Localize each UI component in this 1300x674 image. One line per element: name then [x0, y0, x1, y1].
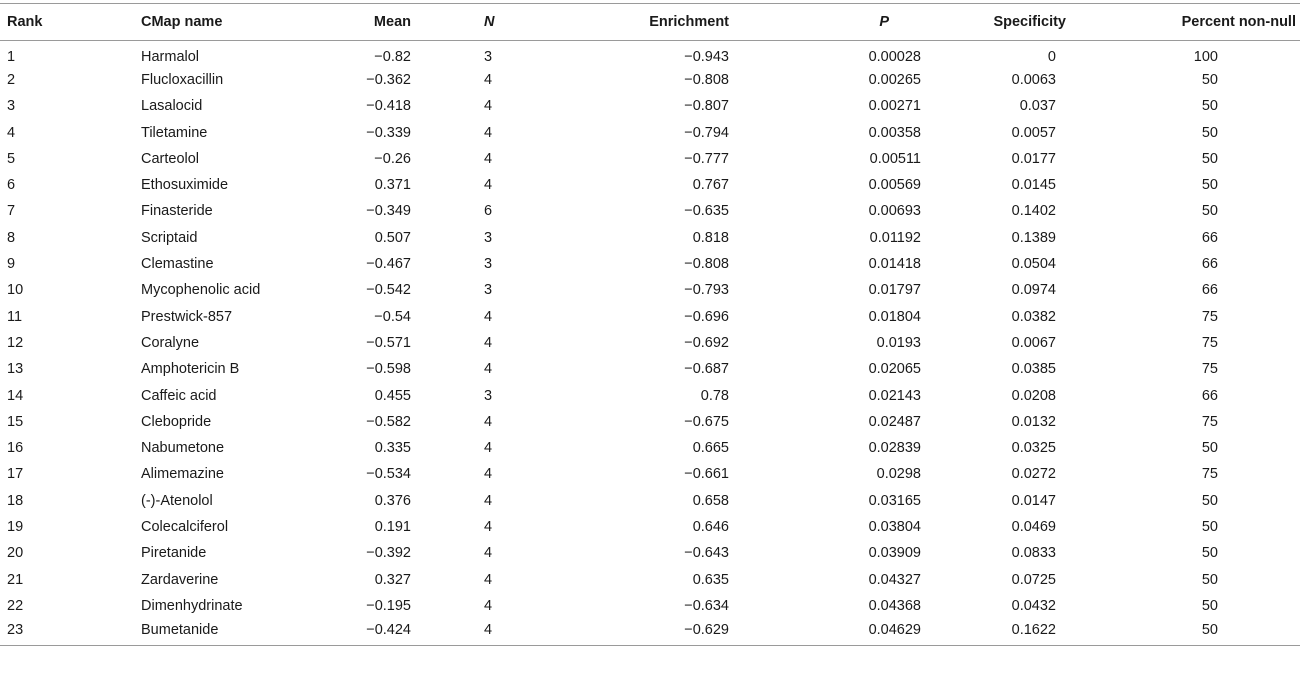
n-cell: 4 — [484, 308, 493, 325]
enrichment-cell: 0.818 — [692, 229, 729, 246]
percent-non-null-cell: 75 — [1201, 466, 1218, 483]
table-header — [0, 4, 1300, 41]
percent-non-null-cell: 50 — [1201, 518, 1218, 535]
mean-cell: 0.455 — [374, 387, 411, 404]
n-cell: 6 — [484, 203, 493, 220]
rank-cell: 18 — [7, 492, 24, 509]
enrichment-cell: 0.767 — [692, 177, 729, 194]
n-cell: 3 — [484, 387, 493, 404]
percent-non-null-cell: 50 — [1201, 124, 1218, 141]
mean-cell: 0.327 — [374, 571, 411, 588]
table-row — [0, 356, 1300, 382]
percent-non-null-cell: 100 — [1193, 48, 1218, 65]
percent-non-null-cell: 66 — [1201, 229, 1218, 246]
enrichment-cell: −0.635 — [684, 203, 729, 220]
mean-cell: −0.542 — [366, 282, 411, 299]
cmap-name-cell: (-)-Atenolol — [141, 492, 213, 509]
specificity-cell: 0.0177 — [1011, 150, 1056, 167]
table-row — [0, 619, 1300, 645]
specificity-cell: 0 — [1047, 48, 1056, 65]
specificity-cell: 0.1622 — [937, 619, 1071, 645]
header-cmap-name: CMap name — [141, 4, 307, 41]
n-cell: 4 — [484, 597, 493, 614]
n-cell: 4 — [484, 150, 493, 167]
table-row — [0, 330, 1300, 356]
specificity-cell: 0.037 — [1019, 98, 1056, 115]
rank-cell: 7 — [7, 203, 16, 220]
cmap-name-cell: Colecalciferol — [141, 518, 229, 535]
table-body — [0, 41, 1300, 646]
percent-non-null-cell: 50 — [1201, 440, 1218, 457]
specificity-cell: 0.1389 — [1011, 229, 1056, 246]
p-cell: 0.01797 — [868, 282, 921, 299]
specificity-cell: 0.0504 — [1011, 256, 1056, 273]
mean-cell: −0.418 — [366, 98, 411, 115]
enrichment-cell: 0.646 — [692, 518, 729, 535]
mean-cell: 0.376 — [374, 492, 411, 509]
cmap-name-cell: Tiletamine — [141, 124, 208, 141]
n-cell: 3 — [484, 229, 493, 246]
enrichment-cell: 0.658 — [692, 492, 729, 509]
specificity-cell: 0.0469 — [1011, 518, 1056, 535]
cmap-name-cell: Harmalol — [141, 48, 200, 65]
rank-cell: 14 — [7, 387, 24, 404]
p-cell: 0.00265 — [868, 71, 921, 88]
rank-cell: 15 — [7, 413, 24, 430]
table-row — [0, 119, 1300, 145]
percent-non-null-cell: 50 — [1071, 619, 1300, 645]
cmap-name-cell: Clebopride — [141, 413, 212, 430]
table-row — [0, 540, 1300, 566]
rank-cell: 19 — [7, 518, 24, 535]
p-cell: 0.02065 — [868, 361, 921, 378]
enrichment-cell: −0.808 — [684, 256, 729, 273]
p-cell: 0.03165 — [868, 492, 921, 509]
percent-non-null-cell: 75 — [1201, 413, 1218, 430]
n-cell: 4 — [484, 71, 493, 88]
mean-cell: 0.507 — [374, 229, 411, 246]
table-row — [0, 251, 1300, 277]
mean-cell: −0.339 — [366, 124, 411, 141]
table-row — [0, 461, 1300, 487]
p-cell: 0.00028 — [868, 48, 921, 65]
mean-cell: −0.598 — [366, 361, 411, 378]
table-row — [0, 303, 1300, 329]
table-row — [0, 593, 1300, 619]
rank-cell: 4 — [7, 124, 16, 141]
header-mean: Mean — [307, 4, 411, 41]
specificity-cell: 0.0063 — [1011, 71, 1056, 88]
mean-cell: −0.467 — [366, 256, 411, 273]
mean-cell: −0.424 — [307, 619, 411, 645]
enrichment-cell: −0.675 — [684, 413, 729, 430]
mean-cell: 0.335 — [374, 440, 411, 457]
rank-cell: 13 — [7, 361, 24, 378]
n-cell: 4 — [484, 440, 493, 457]
rank-cell: 16 — [7, 440, 24, 457]
header-rank: Rank — [0, 4, 141, 41]
n-cell: 4 — [484, 177, 493, 194]
cmap-name-cell: Scriptaid — [141, 229, 198, 246]
p-cell: 0.0193 — [876, 334, 921, 351]
mean-cell: −0.82 — [374, 48, 411, 65]
cmap-name-cell: Finasteride — [141, 203, 213, 220]
cmap-name-cell: Dimenhydrinate — [141, 597, 243, 614]
cmap-name-cell: Mycophenolic acid — [141, 282, 261, 299]
p-cell: 0.03804 — [868, 518, 921, 535]
cmap-name-cell: Clemastine — [141, 256, 214, 273]
p-cell: 0.00693 — [868, 203, 921, 220]
p-cell: 0.04629 — [747, 619, 937, 645]
table-row — [0, 41, 1300, 67]
p-cell: 0.01192 — [869, 229, 921, 246]
mean-cell: −0.392 — [366, 545, 411, 562]
n-cell: 4 — [484, 361, 493, 378]
specificity-cell: 0.0132 — [1011, 413, 1056, 430]
enrichment-cell: −0.943 — [684, 48, 729, 65]
n-cell: 4 — [484, 518, 493, 535]
cmap-name-cell: Bumetanide — [141, 619, 307, 645]
p-cell: 0.02487 — [868, 413, 921, 430]
enrichment-cell: −0.634 — [684, 597, 729, 614]
specificity-cell: 0.0833 — [1011, 545, 1056, 562]
table-row — [0, 198, 1300, 224]
p-cell: 0.00358 — [868, 124, 921, 141]
table-row — [0, 435, 1300, 461]
enrichment-cell: −0.793 — [684, 282, 729, 299]
table-row — [0, 409, 1300, 435]
rank-cell: 21 — [7, 571, 24, 588]
n-cell: 4 — [411, 619, 574, 645]
n-cell: 4 — [484, 413, 493, 430]
rank-cell: 20 — [7, 545, 24, 562]
cmap-name-cell: Prestwick-857 — [141, 308, 233, 325]
percent-non-null-cell: 50 — [1201, 597, 1218, 614]
n-cell: 3 — [484, 48, 493, 65]
table-row — [0, 566, 1300, 592]
p-cell: 0.02839 — [868, 440, 921, 457]
enrichment-cell: −0.643 — [684, 545, 729, 562]
percent-non-null-cell: 50 — [1201, 545, 1218, 562]
cmap-results-table — [0, 3, 1300, 646]
cmap-name-cell: Alimemazine — [141, 466, 224, 483]
p-cell: 0.01418 — [868, 256, 921, 273]
rank-cell: 5 — [7, 150, 16, 167]
enrichment-cell: −0.661 — [684, 466, 729, 483]
table-row — [0, 93, 1300, 119]
rank-cell: 2 — [7, 71, 16, 88]
cmap-name-cell: Coralyne — [141, 334, 200, 351]
percent-non-null-cell: 66 — [1201, 256, 1218, 273]
enrichment-cell: −0.777 — [684, 150, 729, 167]
table-row — [0, 488, 1300, 514]
cmap-name-cell: Flucloxacillin — [141, 71, 224, 88]
n-cell: 4 — [484, 124, 493, 141]
table-row — [0, 277, 1300, 303]
p-cell: 0.03909 — [868, 545, 921, 562]
n-cell: 4 — [484, 492, 493, 509]
enrichment-cell: 0.78 — [700, 387, 729, 404]
enrichment-cell: −0.687 — [684, 361, 729, 378]
header-percent-non-null: Percent non-null — [1071, 4, 1300, 41]
enrichment-cell: −0.807 — [684, 98, 729, 115]
specificity-cell: 0.0208 — [1011, 387, 1056, 404]
enrichment-cell: −0.794 — [684, 124, 729, 141]
specificity-cell: 0.0432 — [1011, 597, 1056, 614]
cmap-name-cell: Piretanide — [141, 545, 207, 562]
enrichment-cell: 0.635 — [692, 571, 729, 588]
enrichment-cell: −0.808 — [684, 71, 729, 88]
n-cell: 4 — [484, 571, 493, 588]
p-cell: 0.00271 — [868, 98, 921, 115]
specificity-cell: 0.0382 — [1011, 308, 1056, 325]
cmap-name-cell: Ethosuximide — [141, 177, 229, 194]
percent-non-null-cell: 75 — [1201, 308, 1218, 325]
mean-cell: −0.571 — [366, 334, 411, 351]
n-cell: 3 — [484, 282, 493, 299]
specificity-cell: 0.0147 — [1011, 492, 1056, 509]
rank-cell: 1 — [7, 48, 16, 65]
rank-cell: 8 — [7, 229, 16, 246]
mean-cell: −0.26 — [374, 150, 411, 167]
cmap-name-cell: Caffeic acid — [141, 387, 217, 404]
header-enrichment: Enrichment — [574, 4, 747, 41]
p-cell: 0.00569 — [868, 177, 921, 194]
percent-non-null-cell: 50 — [1201, 203, 1218, 220]
header-p: P — [747, 4, 937, 41]
mean-cell: −0.54 — [374, 308, 411, 325]
mean-cell: 0.371 — [374, 177, 411, 194]
percent-non-null-cell: 50 — [1201, 571, 1218, 588]
rank-cell: 17 — [7, 466, 24, 483]
rank-cell: 6 — [7, 177, 16, 194]
mean-cell: −0.195 — [366, 597, 411, 614]
n-cell: 4 — [484, 466, 493, 483]
rank-cell: 3 — [7, 98, 16, 115]
table-row — [0, 172, 1300, 198]
table-row — [0, 514, 1300, 540]
percent-non-null-cell: 66 — [1201, 282, 1218, 299]
percent-non-null-cell: 50 — [1201, 177, 1218, 194]
percent-non-null-cell: 75 — [1201, 361, 1218, 378]
mean-cell: −0.362 — [366, 71, 411, 88]
rank-cell: 22 — [7, 597, 24, 614]
specificity-cell: 0.0145 — [1011, 177, 1056, 194]
specificity-cell: 0.0067 — [1011, 334, 1056, 351]
mean-cell: 0.191 — [374, 518, 411, 535]
percent-non-null-cell: 50 — [1201, 71, 1218, 88]
n-cell: 3 — [484, 256, 493, 273]
percent-non-null-cell: 50 — [1201, 150, 1218, 167]
p-cell: 0.0298 — [876, 466, 921, 483]
cmap-name-cell: Lasalocid — [141, 98, 203, 115]
specificity-cell: 0.1402 — [1011, 203, 1056, 220]
table-row — [0, 146, 1300, 172]
p-cell: 0.01804 — [868, 308, 921, 325]
rank-cell: 10 — [7, 282, 24, 299]
specificity-cell: 0.0725 — [1011, 571, 1056, 588]
enrichment-cell: 0.665 — [692, 440, 729, 457]
percent-non-null-cell: 50 — [1201, 492, 1218, 509]
n-cell: 4 — [484, 98, 493, 115]
specificity-cell: 0.0057 — [1011, 124, 1056, 141]
percent-non-null-cell: 50 — [1201, 98, 1218, 115]
cmap-name-cell: Amphotericin B — [141, 361, 240, 378]
p-cell: 0.02143 — [868, 387, 921, 404]
enrichment-cell: −0.696 — [684, 308, 729, 325]
specificity-cell: 0.0385 — [1011, 361, 1056, 378]
specificity-cell: 0.0272 — [1011, 466, 1056, 483]
specificity-cell: 0.0974 — [1011, 282, 1056, 299]
header-specificity: Specificity — [937, 4, 1071, 41]
n-cell: 4 — [484, 334, 493, 351]
mean-cell: −0.582 — [366, 413, 411, 430]
cmap-name-cell: Carteolol — [141, 150, 200, 167]
rank-cell: 12 — [7, 334, 24, 351]
enrichment-cell: −0.629 — [574, 619, 747, 645]
cmap-name-cell: Nabumetone — [141, 440, 225, 457]
rank-cell: 11 — [7, 308, 23, 325]
table-row — [0, 225, 1300, 251]
header-row — [0, 4, 1300, 41]
specificity-cell: 0.0325 — [1011, 440, 1056, 457]
n-cell: 4 — [484, 545, 493, 562]
p-cell: 0.04368 — [868, 597, 921, 614]
percent-non-null-cell: 66 — [1201, 387, 1218, 404]
table-row — [0, 67, 1300, 93]
p-cell: 0.00511 — [869, 150, 921, 167]
enrichment-cell: −0.692 — [684, 334, 729, 351]
mean-cell: −0.534 — [366, 466, 411, 483]
p-cell: 0.04327 — [868, 571, 921, 588]
rank-cell: 9 — [7, 256, 16, 273]
percent-non-null-cell: 75 — [1201, 334, 1218, 351]
rank-cell: 23 — [0, 619, 141, 645]
cmap-name-cell: Zardaverine — [141, 571, 219, 588]
table-row — [0, 382, 1300, 408]
mean-cell: −0.349 — [366, 203, 411, 220]
header-n: N — [411, 4, 574, 41]
